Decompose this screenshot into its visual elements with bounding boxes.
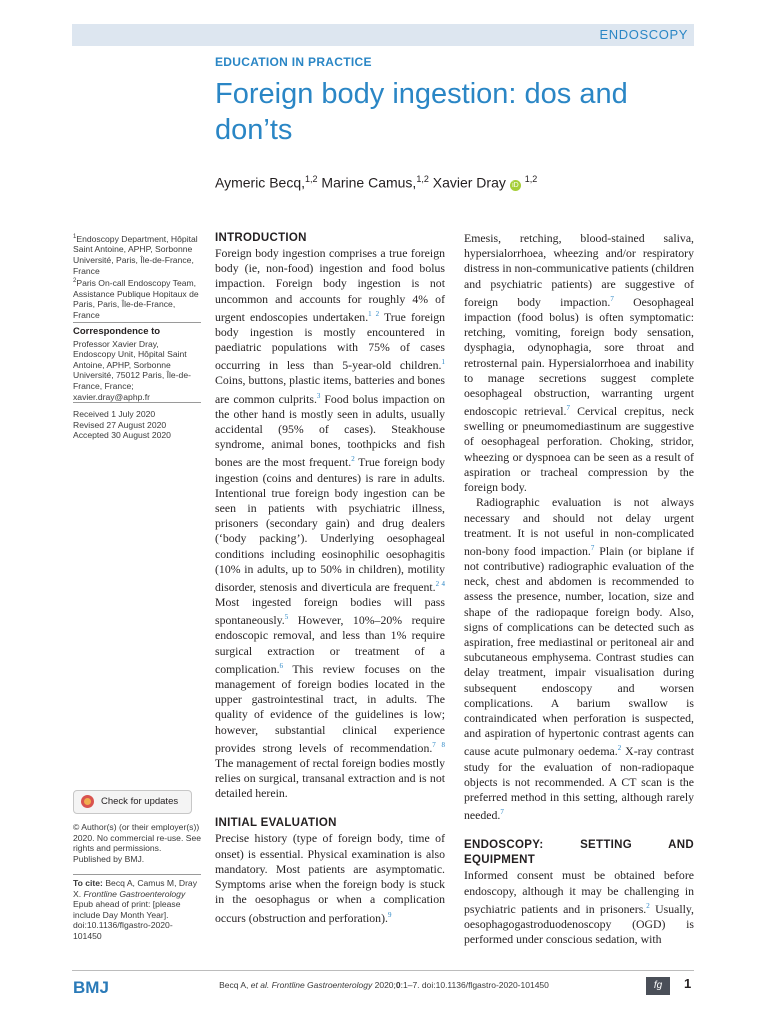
correspondence-block [73, 322, 201, 402]
author-affiliation: 1,2 [416, 174, 429, 184]
initial-evaluation-paragraph: Precise history (type of foreign body, time of onset) is essential. Physical examination is also mandatory. Most patients are asymptomatic. Symptoms arise when the foreign body is stuck in the oesophagus or when a complication occurs (obstruction and perforation).$^9$ [215, 831, 445, 925]
crossmark-icon [81, 795, 94, 808]
citation-ref[interactable]: 7 [500, 808, 504, 817]
accepted-date: Accepted 30 August 2020 [73, 430, 171, 441]
author-name[interactable]: Aymeric Becq, [215, 174, 305, 191]
symptoms-paragraph: Emesis, retching, blood-stained saliva, hypersialorrhoea, wheezing and/or respiratory distress in non-communicative patients (children and psychiatric patients) are suggestive of foreign body impaction.$^7$ Oesophageal impaction (food bolus) is often symptomatic: retching, vomiting, foreign body sensation, dysphagia, odynophagia, sore throat and retrosternal pain. Hypersialorrhoea and inability to manage secretions suggest complete oesophageal obstruction, warranting urgent endoscopic retrieval.$^7$ Cervical crepitus, neck swelling or pneumomediastinum are suggestive of oesophageal perforation. Choking, stridor, wheezing or dyspnoea can be seen as a result of aspiration or tracheal compression by the foreign body. [464, 231, 694, 495]
section-label: ENDOSCOPY [599, 27, 688, 42]
article-category: EDUCATION IN PRACTICE [215, 55, 372, 69]
citation-ref[interactable]: 3 [316, 391, 321, 400]
citation-ref[interactable]: 2 4 [435, 579, 446, 588]
affiliation-2: $^2$Paris On-call Endoscopy Team, Assistance Publique Hopitaux de Paris, Paris, Île-de-France, France [73, 278, 199, 320]
bmj-logo: BMJ [73, 978, 109, 997]
check-for-updates-label: Check for updates [101, 796, 179, 807]
endoscopy-paragraph: Informed consent must be obtained before endoscopy, although it may be challenging in psychiatric patients and in prisoners.$^2$ Usually, oesophagogastroduodenoscopy (OGD) is performed under conscious sedation, with [464, 868, 694, 947]
revised-date: Revised 27 August 2020 [73, 419, 167, 430]
introduction-heading: INTRODUCTION [215, 232, 307, 244]
check-for-updates-button[interactable] [73, 790, 192, 814]
radiographic-paragraph: Radiographic evaluation is not always necessary and should not delay urgent treatment. It is not useful in non-complicated non-bony food impaction.$^7$ Plain (or biplane if not contributive) radiographic evaluation of the neck, chest and abdomen is recommended to assess the presence, number, location, size and shape of the radiopaque foreign body. Also, signs of complications can be detected such as aspiration, free mediastinal or peritoneal air and subcutaneous emphysema. Contrast studies can delay treatment, impair visualisation during subsequent endoscopy and worsen complications. A barium swallow is contraindicated when perforation is suspected, and aspiration of hypertonic contrast agents can cause acute pulmonary oedema.$^2$ X-ray contrast study for the evaluation of non-radiopaque objects is not recommended. A CT scan is the preferred method in this setting, although rarely needed.$^7$ [464, 495, 695, 823]
received-date: Received 1 July 2020 [73, 409, 156, 419]
author-name[interactable]: Xavier Dray [432, 174, 506, 191]
author-affiliation: 1,2 [305, 174, 318, 184]
author-list [215, 174, 537, 191]
article-dates [73, 402, 201, 441]
citation-ref[interactable]: 7 8 [432, 740, 445, 749]
footer-citation: Becq A, et al. Frontline Gastroenterology 2020;0:1–7. doi:10.1136/flgastro-2020-101450 [219, 980, 549, 990]
cite-journal: Frontline Gastroenterology [83, 888, 186, 899]
correspondence-heading: Correspondence to [73, 326, 161, 337]
citation-ref[interactable]: 9 [387, 910, 392, 919]
citation-ref[interactable]: 5 [284, 613, 289, 622]
cite-details: Epub ahead of print: [please include Day Month Year]. doi:10.1136/flgastro-2020-101450 [73, 899, 181, 941]
column-left [215, 231, 445, 926]
citation-ref[interactable]: 1 [441, 358, 445, 367]
correspondence-text: Professor Xavier Dray, Endoscopy Unit, Hôpital Saint Antoine, APHP, Sorbonne Université, 75012 Paris, Île-de-France, France; xavier.dray@aphp.fr [73, 338, 191, 402]
column-right [464, 231, 694, 947]
orcid-icon[interactable]: iD [510, 180, 521, 191]
citation-ref[interactable]: 7 [566, 404, 570, 413]
page-number: 1 [684, 976, 692, 991]
citation-ref[interactable]: 7 [590, 543, 595, 552]
initial-evaluation-heading: INITIAL EVALUATION [215, 817, 337, 830]
author-name[interactable]: Marine Camus, [321, 174, 417, 191]
copyright-notice: © Author(s) (or their employer(s)) 2020. No commercial re-use. See rights and permissions. Published by BMJ. [73, 822, 202, 864]
cite-authors: Becq A, Camus M, Dray X. [73, 878, 198, 899]
cite-block [73, 874, 201, 942]
article-title: Foreign body ingestion: dos and don’ts [215, 78, 628, 146]
author-affiliation: 1,2 [524, 174, 538, 184]
section-bar [72, 24, 694, 46]
affiliations [73, 232, 201, 320]
citation-ref[interactable]: 1 2 [368, 309, 380, 318]
citation-ref[interactable]: 2 [351, 455, 355, 464]
frontline-gastro-logo: fg [646, 977, 670, 995]
affiliation-1: $^1$Endoscopy Department, Hôpital Saint Antoine, APHP, Sorbonne Université, Paris, Île-de-France, France [73, 233, 198, 276]
endoscopy-heading: ENDOSCOPY: SETTING AND EQUIPMENT [464, 839, 694, 867]
citation-ref[interactable]: 6 [279, 661, 284, 670]
introduction-paragraph: Foreign body ingestion comprises a true foreign body (ie, non-food) ingestion and food bolus impaction. Foreign body ingestion is not uncommon and accounts for roughly 4% of urgent endoscopies undertaken.$^{1 2}$ True foreign body ingestion is mostly encountered in paediatric populations with 75% of cases occurring in less than 5-year-old children.$^1$ Coins, buttons, plastic items, batteries and bones are common culprits.$^3$ Food bolus impaction on the other hand is mostly seen in adults, usually accidental (95% of cases). Steakhouse syndrome, animal bones, toothpicks and fish bones are the most frequent.$^2$ True foreign body ingestion (coins and dentures) is rare in adults. Intentional true foreign body ingestion can be seen in patients with psychiatric illness, prisoners (secondary gain) and drug dealers (‘body packing’). Underlying oesophageal conditions including eosinophilic oesophagitis (10% in adults, up to 50% in children), motility disorder, stenosis and diverticula are frequent.$^{2 4}$ Most ingested foreign bodies will pass spontaneously.$^5$ However, 10%–20% require endoscopic removal, and less than 1% require surgical extraction or treatment of a complication.$^6$ This review focuses on the management of foreign bodies located in the upper gastrointestinal tract, in adults. The quality of evidence of the guidelines is low; however, substantial clinical experience provides strong levels of recommendation.$^{7 8}$ The management of rectal foreign bodies mostly relies on surgical, transanal extraction and is not detailed herein. [215, 246, 446, 801]
citation-ref[interactable]: 2 [646, 901, 650, 910]
cite-label: To cite: [73, 878, 103, 888]
citation-ref[interactable]: 2 [617, 744, 622, 753]
citation-ref[interactable]: 7 [610, 294, 614, 303]
footer-rule [72, 970, 694, 971]
